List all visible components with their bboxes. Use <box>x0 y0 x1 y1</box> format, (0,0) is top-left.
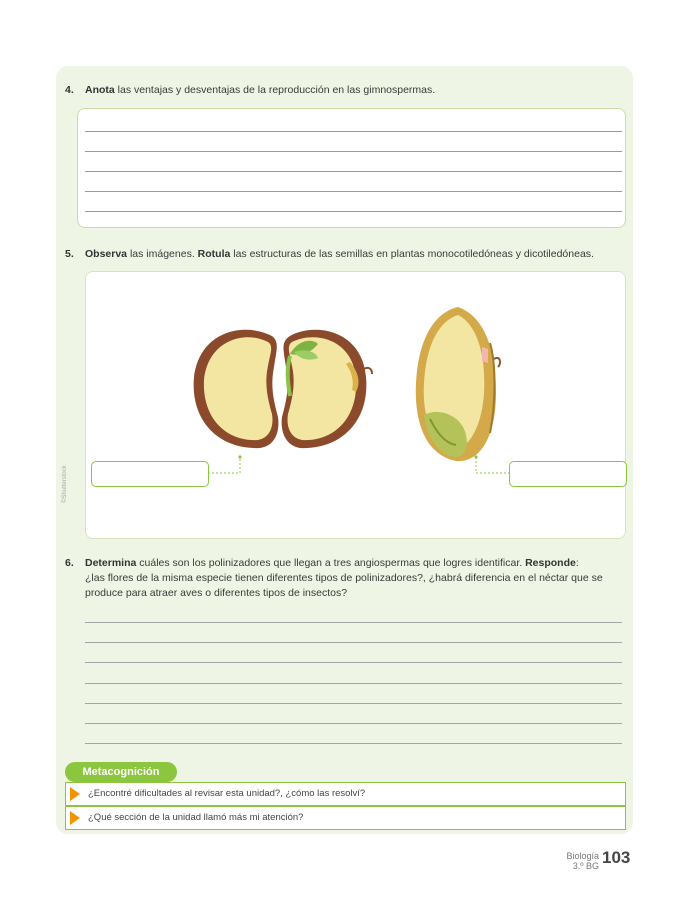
answer-box-q4[interactable] <box>77 108 626 228</box>
instruction-verb: Determina <box>85 557 137 569</box>
answer-line[interactable] <box>85 743 622 744</box>
question-5 <box>65 247 594 262</box>
question-number: 4. <box>65 84 74 96</box>
answer-line[interactable] <box>85 662 622 663</box>
hilum <box>276 380 284 400</box>
answer-line[interactable] <box>85 211 622 212</box>
question-text: produce para atraer aves o diferentes tipos de insectos? <box>85 587 348 599</box>
page-number: 103 <box>602 848 631 867</box>
question-text: las estructuras de las semillas en plantas monocotiledóneas y dicotiledóneas. <box>230 248 594 260</box>
instruction-verb: Anota <box>85 84 115 96</box>
question-number: 5. <box>65 248 74 260</box>
instruction-verb: Observa <box>85 248 128 260</box>
question-text: las ventajas y desventajas de la reproducción en las gimnospermas. <box>114 84 436 96</box>
question-text: ¿las flores de la misma especie tienen diferentes tipos de polinizadores?, ¿habrá diferencia en el néctar que se <box>85 572 603 584</box>
question-text: las imágenes. <box>127 248 198 260</box>
label-field-dicot[interactable] <box>91 461 209 487</box>
answer-line[interactable] <box>85 131 622 132</box>
instruction-verb: Responde <box>525 557 576 569</box>
answer-line[interactable] <box>85 723 622 724</box>
leader-line-dicot <box>206 455 246 477</box>
play-arrow-icon <box>70 787 80 801</box>
metacognition-item[interactable] <box>65 782 626 806</box>
play-arrow-icon <box>70 811 80 825</box>
leader-line-monocot <box>472 455 512 477</box>
tip-mark <box>494 358 500 367</box>
question-4 <box>65 83 435 98</box>
image-credit: ©Shutterstock <box>62 465 68 503</box>
answer-line[interactable] <box>85 683 622 684</box>
question-number: 6. <box>65 557 74 569</box>
footer-grade: 3.º BG <box>572 861 599 871</box>
embryo-axis <box>288 356 290 396</box>
answer-line[interactable] <box>85 171 622 172</box>
answer-line[interactable] <box>85 642 622 643</box>
answer-line[interactable] <box>85 191 622 192</box>
question-text: : <box>575 557 579 569</box>
answer-line[interactable] <box>85 622 622 623</box>
question-6 <box>65 556 627 601</box>
metacognition-title: Metacognición <box>65 762 177 782</box>
metacognition-question: ¿Qué sección de la unidad llamó más mi atención? <box>88 812 304 823</box>
metacognition-question: ¿Encontré dificultades al revisar esta unidad?, ¿cómo las resolví? <box>88 788 366 799</box>
footer-subject: Biología <box>566 851 599 861</box>
instruction-verb: Rotula <box>197 248 231 260</box>
answer-line[interactable] <box>85 151 622 152</box>
dicot-seed-illustration <box>190 322 380 457</box>
question-text: cuáles son los polinizadores que llegan a tres angiospermas que logres identificar. <box>136 557 526 569</box>
coleoptile <box>482 347 488 363</box>
answer-line[interactable] <box>85 703 622 704</box>
label-field-monocot[interactable] <box>509 461 627 487</box>
monocot-seed-illustration <box>412 303 504 465</box>
metacognition-item[interactable] <box>65 806 626 830</box>
